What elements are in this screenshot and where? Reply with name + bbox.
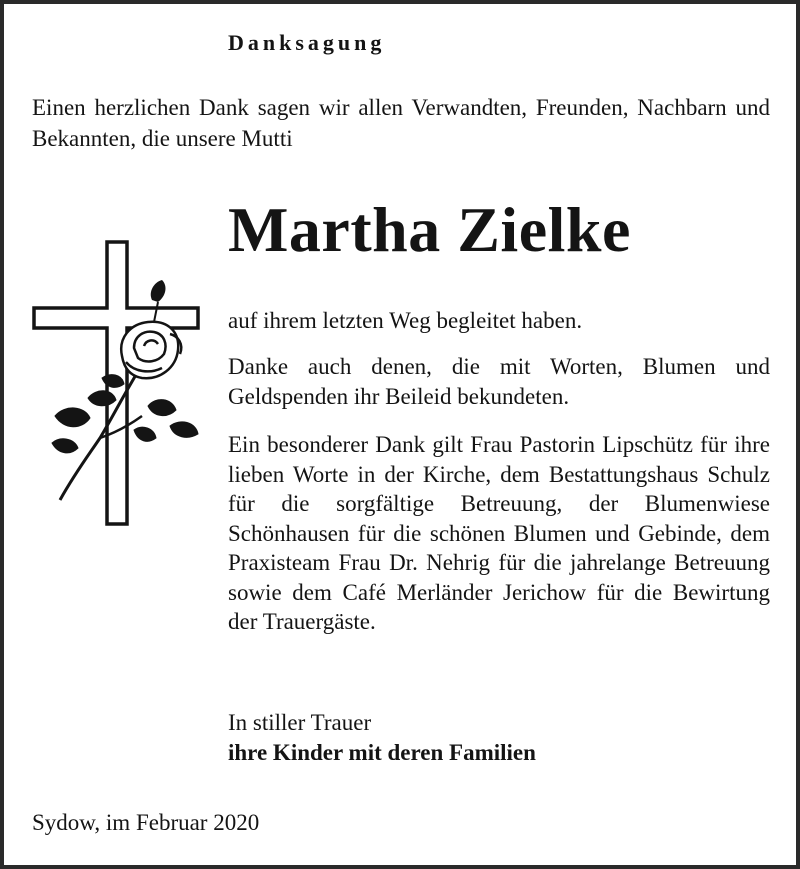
rose-bloom-icon <box>121 322 181 378</box>
notice-heading: Danksagung <box>228 30 386 55</box>
paragraph-condolences: Danke auch denen, die mit Worten, Blumen und Geldspenden ihr Beileid bekundeten. <box>228 354 770 409</box>
rose-bud-icon <box>151 280 166 302</box>
closing-block <box>228 708 536 767</box>
rose-leaves-icon <box>52 375 198 453</box>
family-signature: ihre Kinder mit deren Familien <box>228 739 536 765</box>
deceased-name: Martha Zielke <box>228 194 631 265</box>
paragraph-farewell: auf ihrem letzten Weg begleitet haben. <box>228 308 583 333</box>
paragraph-special-thanks: Ein besonderer Dank gilt Frau Pastorin Lipschütz für ihre lieben Worte in der Kirche, dem Bestattungshaus Schulz für die sorgfältige Betreuung, der Blumenwiese Schönhausen für die schönen Blumen und Gebinde, dem Praxisteam Frau Dr. Nehrig für die jahrelange Betreuung sowie dem Café Merländer Jerichow für die Bewirtung der Trauergäste. <box>228 432 770 634</box>
closing-line: In stiller Trauer <box>228 710 372 735</box>
cross-with-rose-icon <box>30 238 210 530</box>
intro-text: Einen herzlichen Dank sagen wir allen Verwandten, Freunden, Nachbarn und Bekannten, die unsere Mutti <box>32 95 770 151</box>
place-date: Sydow, im Februar 2020 <box>32 810 260 835</box>
